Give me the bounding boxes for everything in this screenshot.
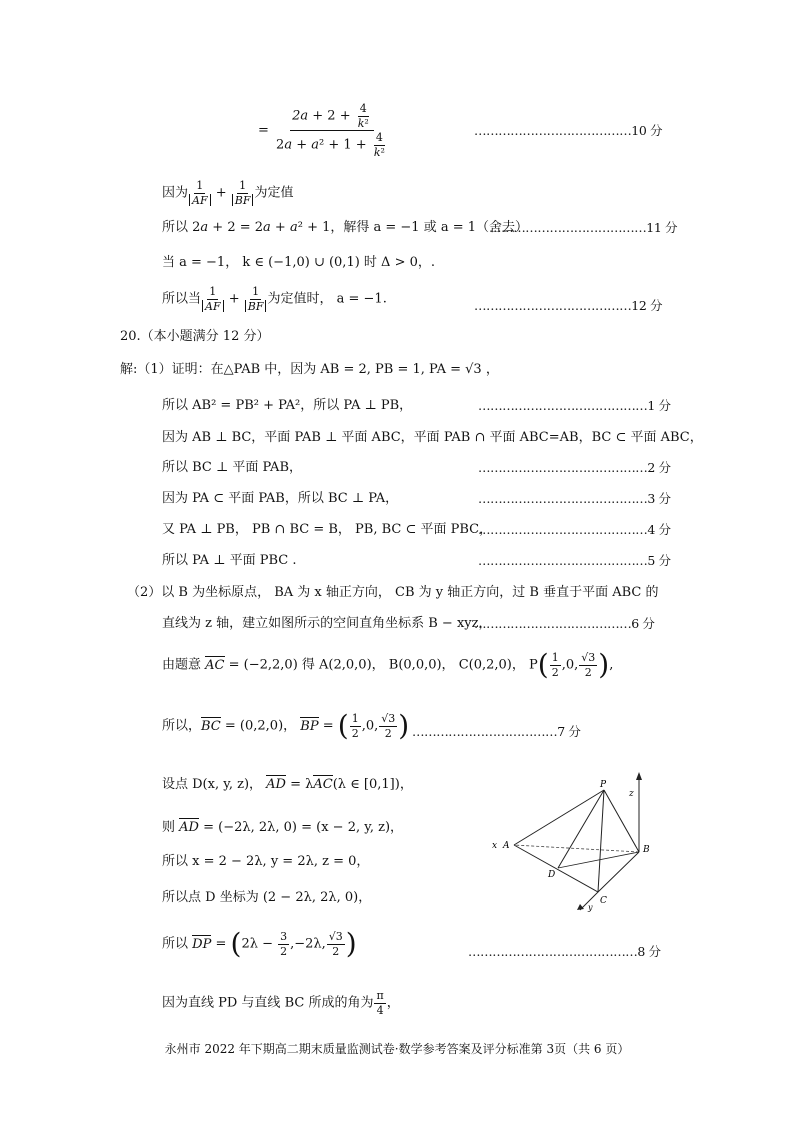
line-l15: 所以 DP = (2λ − $\frac{3}{2}$ ,−2λ, $\frac{√3}{2}$ ) [162,927,357,960]
line-l3: 所以 BC ⊥ 平面 PAB， [162,460,302,475]
solution-1: 解:（1）证明：在△PAB 中，因为 AB = 2, PB = 1, PA = √3 ， [120,362,499,377]
label-y: y [588,903,593,912]
points-7: ………………………………7 分 [412,724,581,739]
label-a: A [503,841,510,851]
line-l10: 所以，BC = (0,2,0)， BP = ( $\frac{1}{2}$ ,0, $\frac{√3}{2}$ ) [162,709,410,742]
points-10: …………………………………10 分 [474,123,663,138]
by-problem-text: 由题意 [162,657,202,673]
label-b: B [643,845,650,855]
line-l7: （2）以 B 为坐标原点， BA 为 x 轴正方向， CB 为 y 轴正方向，过 B 垂直于平面 ABC 的 [127,585,659,600]
points-3: ……………………………………3 分 [478,491,671,506]
coords-text: = (−2,2,0) 得 A(2,0,0)， B(0,0,0)， C(0,2,0)， P [228,657,538,673]
set-d-text: 设点 D(x, y, z)， [162,777,263,792]
question-20-title: 20.（本小题满分 12 分） [120,329,270,344]
line-l12 [162,818,403,838]
points-2: ……………………………………2 分 [478,460,671,475]
line-l14: 所以点 D 坐标为 (2 − 2λ, 2λ, 0)， [162,890,372,905]
lambda-text: = λ [290,777,314,792]
bc-value: = (0,2,0)， [224,718,297,734]
label-z: z [629,789,634,799]
expression-top: = 2a + 2 + $\frac{4}{\text{k²}}$ 2a + a² + 1 + $\frac{4}{\text{k²}}$ [258,102,385,159]
so-dp-text: 所以 [162,936,189,952]
label-d: D [548,870,556,880]
so-text: 所以， [162,718,202,734]
coordinate-figure [488,770,678,915]
ad-value: = (−2λ, 2λ, 0) = (x − 2, y, z)， [203,820,404,835]
line-l4: 因为 PA ⊂ 平面 PAB，所以 BC ⊥ PA， [162,491,399,506]
page-footer: 永州市 2022 年下期高二期末质量监测试卷·数学参考答案及评分标准第 3页（共 6 页） [164,1042,630,1056]
angle-text: 因为直线 PD 与直线 BC 所成的角为 [162,995,374,1011]
points-12: …………………………………12 分 [474,298,663,313]
points-5: ……………………………………5 分 [478,553,671,568]
line-l5: 又 PA ⊥ PB， PB ∩ BC = B， PB, BC ⊂ 平面 PBC， [162,522,493,537]
line-l6: 所以 PA ⊥ 平面 PBC . [162,553,297,568]
line-l1: 所以 AB² = PB² + PA²，所以 PA ⊥ PB， [162,398,413,413]
vector-ad: AD [266,777,286,792]
line-because-defined: 因为 $\frac{1}{AF}$ + $\frac{1}{BF}$ 为定值 [162,179,294,207]
range-text: (λ ∈ [0,1])， [332,777,413,792]
so-when-text: 所以当 [162,291,202,307]
label-c: C [600,896,607,906]
vector-bp: BP [300,718,319,734]
solve-text: ，解得 a = −1 或 a = 1（舍去） [330,220,529,235]
vector-bc: BC [201,718,221,734]
line-11: 所以 2a + 2 = 2a + a² + 1，解得 a = −1 或 a = 1（舍去） [162,220,529,235]
defined-text: 为定值 [254,185,294,201]
vector-ac: AC [205,657,225,673]
defined-when-text: 为定值时， a = −1. [267,291,387,307]
line-l8: 直线为 z 轴，建立如图所示的空间直角坐标系 B − xyz， [162,616,492,631]
line-l2: 因为 AB ⊥ BC，平面 PAB ⊥ 平面 ABC，平面 PAB ∩ 平面 ABC=AB，BC ⊂ 平面 ABC， [162,430,703,445]
line-when-a: 当 a = −1， k ∈ (−1,0) ∪ (0,1) 时 Δ > 0，. [162,255,436,270]
points-4: ……………………………………4 分 [478,522,671,537]
then-text: 则 [162,820,176,835]
line-l16: 因为直线 PD 与直线 BC 所成的角为 $\frac{\pi}{4}$ ， [162,989,400,1017]
vector-ac-2: AC [313,777,333,792]
points-11: …………………………………11 分 [489,220,678,235]
line-l13: 所以 x = 2 − 2λ, y = 2λ, z = 0， [162,854,370,869]
line-so-when: 所以当 $\frac{1}{AF}$ + $\frac{1}{BF}$ 为定值时， a = −1. [162,285,387,313]
points-1: ……………………………………1 分 [478,398,671,413]
vector-ad-2: AD [179,820,199,835]
points-8: ……………………………………8 分 [468,944,661,959]
label-p: P [600,780,607,790]
line-l11 [162,775,413,795]
vector-dp: DP [192,936,212,952]
points-6: …………………………………6 分 [474,616,655,631]
label-x: x [492,841,498,851]
line-l9: 由题意 AC = (−2,2,0) 得 A(2,0,0)， B(0,0,0)， C(0,2,0)， P( $\frac{1}{2}$ ,0, $\frac{√3}{2}$ ), [162,648,614,681]
